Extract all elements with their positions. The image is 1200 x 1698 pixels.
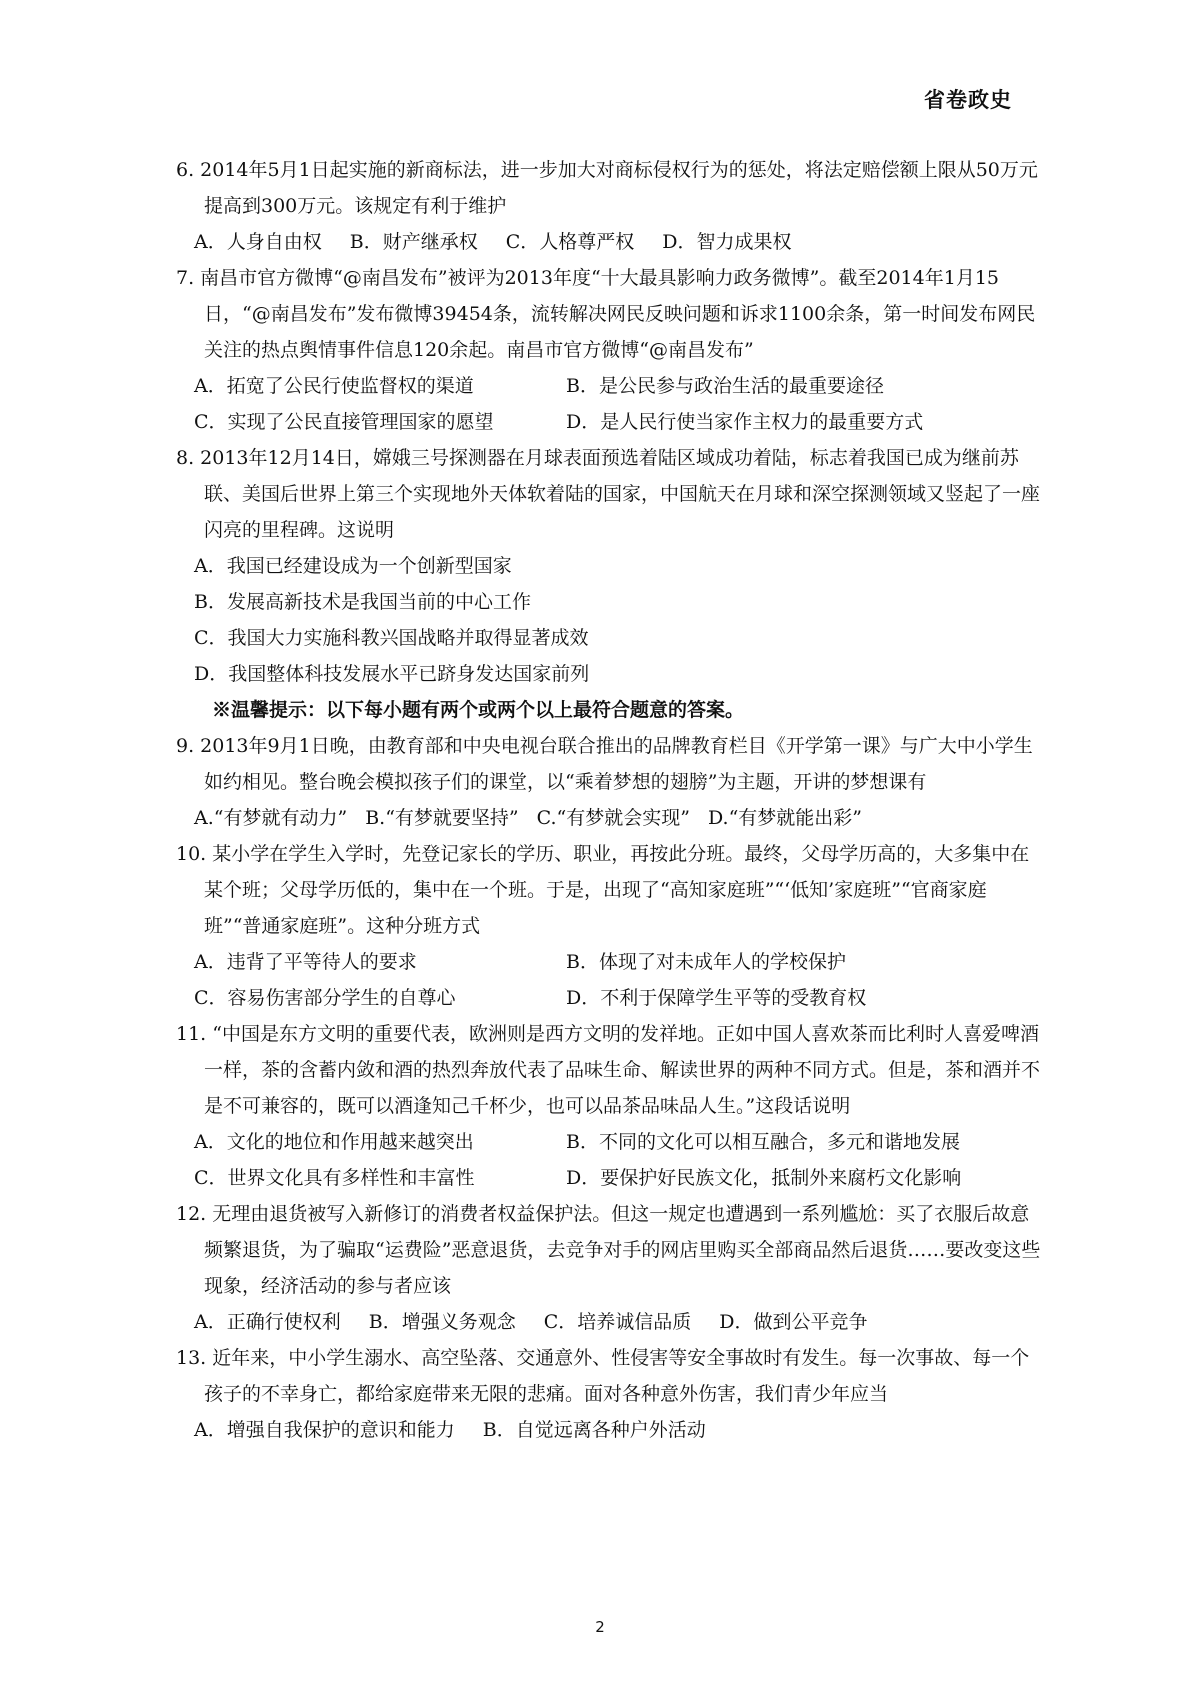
option-a: A．文化的地位和作用越来越突出	[194, 1131, 474, 1153]
answer-options	[176, 548, 1041, 692]
option-a: A．拓宽了公民行使监督权的渠道	[194, 375, 474, 397]
option-c: C．培养诚信品质	[543, 1311, 692, 1333]
option-d: D．是人民行使当家作主权力的最重要方式	[566, 411, 924, 433]
answer-options	[176, 224, 1041, 260]
question-stem: 12. 无理由退货被写入新修订的消费者权益保护法。但这一规定也遭遇到一系列尴尬：买了衣服后故意频繁退货，为了骗取“运费险”恶意退货，去竞争对手的网店里购买全部商品然后退货……要改变这些现象，经济活动的参与者应该	[176, 1203, 1041, 1297]
option-d: D.“有梦就能出彩”	[707, 807, 862, 829]
options-row	[194, 404, 1041, 440]
answer-options	[176, 1304, 1041, 1340]
option-c: C．世界文化具有多样性和丰富性	[194, 1167, 475, 1189]
options-row	[194, 1304, 1041, 1340]
options-row	[194, 1412, 1041, 1448]
question-stem: 6. 2014年5月1日起实施的新商标法，进一步加大对商标侵权行为的惩处，将法定赔偿额上限从50万元提高到300万元。该规定有利于维护	[176, 159, 1038, 217]
option-b: B．财产继承权	[349, 231, 478, 253]
options-row	[194, 1160, 1041, 1196]
option-a: A．违背了平等待人的要求	[194, 951, 417, 973]
question-stem: 9. 2013年9月1日晚，由教育部和中央电视台联合推出的品牌教育栏目《开学第一课》与广大中小学生如约相见。整台晚会模拟孩子们的课堂，以“乘着梦想的翅膀”为主题，开讲的梦想课有	[176, 735, 1033, 793]
options-row	[194, 620, 1041, 656]
options-row	[194, 584, 1041, 620]
answer-options	[176, 368, 1041, 440]
question-block-1	[176, 152, 1041, 692]
question-block-2	[176, 728, 1041, 1448]
page-number: 2	[595, 1618, 605, 1636]
page-header-label: 省卷政史	[924, 88, 1012, 112]
option-b: B．自觉远离各种户外活动	[482, 1419, 706, 1441]
question-stem: 8. 2013年12月14日，嫦娥三号探测器在月球表面预选着陆区域成功着陆，标志着我国已成为继前苏联、美国后世界上第三个实现地外天体软着陆的国家，中国航天在月球和深空探测领域又竖起了一座闪亮的里程碑。这说明	[176, 447, 1041, 541]
option-c: C．容易伤害部分学生的自尊心	[194, 987, 456, 1009]
question-q13	[176, 1340, 1041, 1448]
options-row	[194, 800, 1041, 836]
question-stem: 11. “中国是东方文明的重要代表，欧洲则是西方文明的发祥地。正如中国人喜欢茶而比利时人喜爱啤酒一样，茶的含蓄内敛和酒的热烈奔放代表了品味生命、解读世界的两种不同方式。但是，茶和酒并不是不可兼容的，既可以酒逢知己千杯少，也可以品茶品味品人生。”这段话说明	[176, 1023, 1041, 1117]
option-a: A．我国已经建设成为一个创新型国家	[194, 555, 512, 577]
option-d: D．不利于保障学生平等的受教育权	[566, 987, 867, 1009]
option-d: D．智力成果权	[662, 231, 792, 253]
option-c: C．人格尊严权	[505, 231, 635, 253]
option-a: A．人身自由权	[194, 231, 322, 253]
option-c: C.“有梦就会实现”	[536, 807, 690, 829]
options-row	[194, 1124, 1041, 1160]
option-d: D．我国整体科技发展水平已跻身发达国家前列	[194, 663, 590, 685]
question-q12	[176, 1196, 1041, 1340]
option-a: A．正确行使权利	[194, 1311, 341, 1333]
option-a: A.“有梦就有动力”	[194, 807, 348, 829]
options-row	[194, 656, 1041, 692]
option-b: B．不同的文化可以相互融合，多元和谐地发展	[566, 1131, 960, 1153]
option-b: B．增强义务观念	[368, 1311, 516, 1333]
answer-options	[176, 800, 1041, 836]
question-content	[176, 152, 1041, 1448]
options-row	[194, 548, 1041, 584]
option-c: C．实现了公民直接管理国家的愿望	[194, 411, 494, 433]
option-b: B．是公民参与政治生活的最重要途径	[566, 375, 884, 397]
question-q8	[176, 440, 1041, 692]
options-row	[194, 368, 1041, 404]
question-stem: 10. 某小学在学生入学时，先登记家长的学历、职业，再按此分班。最终，父母学历高的，大多集中在某个班；父母学历低的，集中在一个班。于是，出现了“高知家庭班”“‘低知’家庭班”“官商家庭班”“普通家庭班”。这种分班方式	[176, 843, 1030, 937]
question-q10	[176, 836, 1041, 1016]
option-b: B.“有梦就要坚持”	[365, 807, 519, 829]
notice-tip: ※温馨提示：以下每小题有两个或两个以上最符合题意的答案。	[212, 699, 745, 721]
answer-options	[176, 1412, 1041, 1448]
question-q7	[176, 260, 1041, 440]
question-q9	[176, 728, 1041, 836]
question-stem: 13. 近年来，中小学生溺水、高空坠落、交通意外、性侵害等安全事故时有发生。每一次事故、每一个孩子的不幸身亡，都给家庭带来无限的悲痛。面对各种意外伤害，我们青少年应当	[176, 1347, 1030, 1405]
options-row	[194, 980, 1041, 1016]
option-d: D．要保护好民族文化，抵制外来腐朽文化影响	[566, 1167, 962, 1189]
option-b: B．体现了对未成年人的学校保护	[566, 951, 846, 973]
question-q11	[176, 1016, 1041, 1196]
answer-options	[176, 944, 1041, 1016]
options-row	[194, 944, 1041, 980]
option-a: A．增强自我保护的意识和能力	[194, 1419, 455, 1441]
options-row	[194, 224, 1041, 260]
answer-options	[176, 1124, 1041, 1196]
option-d: D．做到公平竞争	[719, 1311, 868, 1333]
option-c: C．我国大力实施科教兴国战略并取得显著成效	[194, 627, 589, 649]
question-stem: 7. 南昌市官方微博“@南昌发布”被评为2013年度“十大最具影响力政务微博”。截至2014年1月15日，“@南昌发布”发布微博39454条，流转解决网民反映问题和诉求1100余条，第一时间发布网民关注的热点舆情事件信息120余起。南昌市官方微博“@南昌发布”	[176, 267, 1036, 361]
question-q6	[176, 152, 1041, 260]
option-b: B．发展高新技术是我国当前的中心工作	[194, 591, 531, 613]
